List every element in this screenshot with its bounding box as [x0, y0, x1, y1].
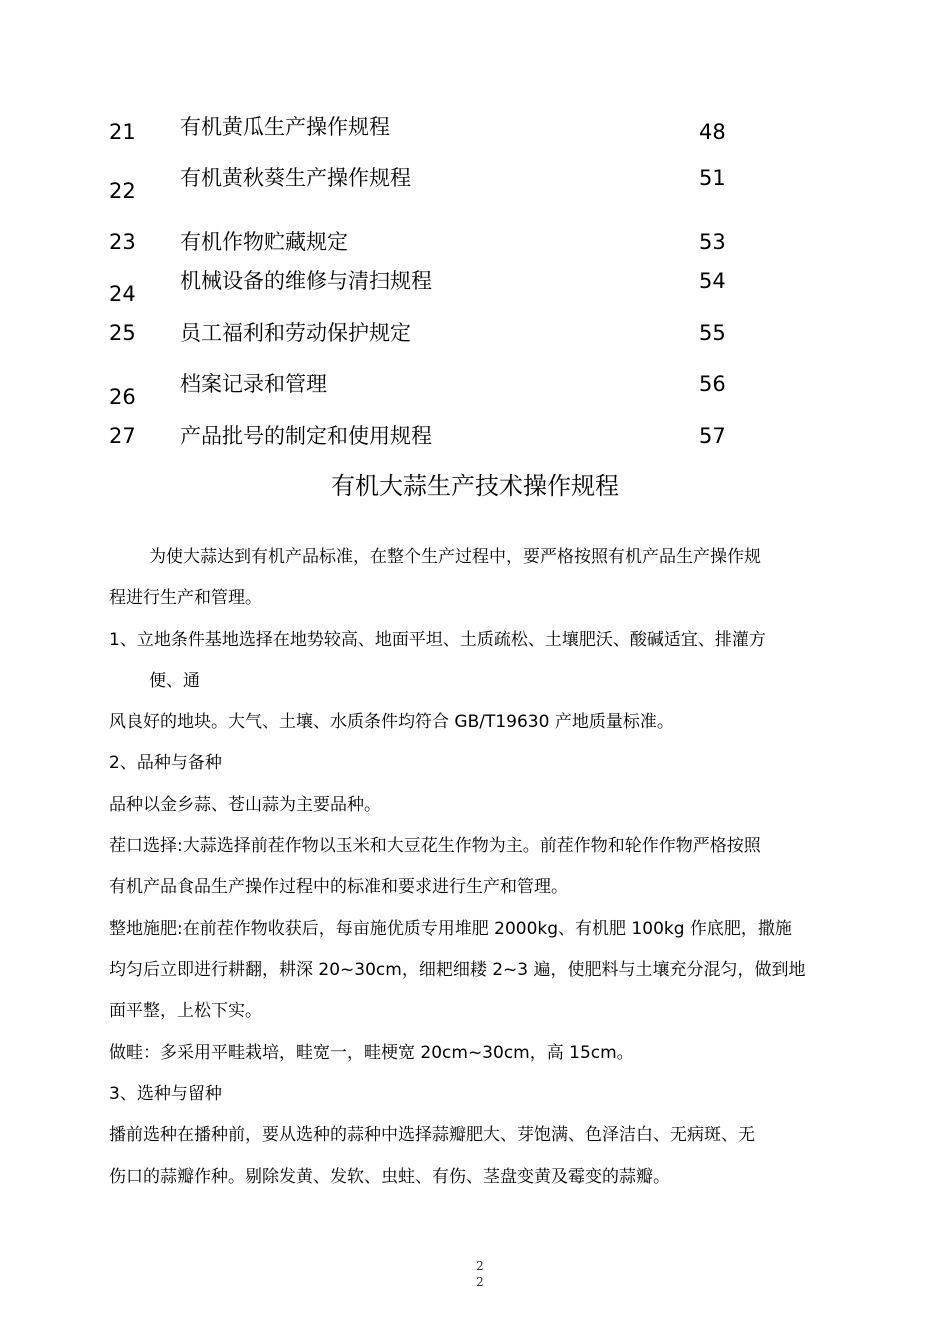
toc-page-number: 57 [699, 424, 726, 448]
toc-number: 27 [109, 424, 136, 448]
toc-number: 24 [109, 282, 136, 306]
toc-page-number: 53 [699, 230, 726, 254]
section-3-line: 播前选种在播种前，要从选种的蒜种中选择蒜瓣肥大、芽饱满、色泽洁白、无病斑、无 [109, 1125, 755, 1145]
toc-entry-title: 员工福利和劳动保护规定 [180, 321, 411, 345]
section-2-heading: 2、品种与备种 [109, 753, 222, 773]
section-2-line: 均匀后立即进行耕翻，耕深 20~30cm，细耙细耧 2~3 遍，使肥料与土壤充分混匀，做到地 [109, 960, 806, 980]
section-2-line: 品种以金乡蒜、苍山蒜为主要品种。 [109, 795, 381, 815]
toc-page-number: 51 [699, 166, 726, 190]
toc-entry-title: 有机黄秋葵生产操作规程 [180, 166, 411, 190]
section-3-heading: 3、选种与留种 [109, 1084, 222, 1104]
toc-page-number: 54 [699, 269, 726, 293]
section-1-line: 1、立地条件基地选择在地势较高、地面平坦、土质疏松、土壤肥沃、酸碱适宜、排灌方 [109, 630, 766, 650]
toc-number: 21 [109, 120, 136, 144]
section-2-line: 做畦：多采用平畦栽培，畦宽一，畦梗宽 20cm~30cm，高 15cm。 [109, 1043, 634, 1063]
intro-paragraph-line: 程进行生产和管理。 [109, 588, 262, 608]
section-1-line: 风良好的地块。大气、土壤、水质条件均符合 GB/T19630 产地质量标准。 [109, 712, 674, 732]
section-3-line: 伤口的蒜瓣作种。剔除发黄、发软、虫蛀、有伤、茎盘变黄及霉变的蒜瓣。 [109, 1167, 670, 1187]
toc-entry-title: 机械设备的维修与清扫规程 [180, 269, 432, 293]
toc-entry-title: 档案记录和管理 [180, 372, 327, 396]
section-2-line: 有机产品食品生产操作过程中的标准和要求进行生产和管理。 [109, 877, 568, 897]
toc-number: 23 [109, 230, 136, 254]
toc-page-number: 56 [699, 372, 726, 396]
toc-page-number: 48 [699, 120, 726, 144]
document-title: 有机大蒜生产技术操作规程 [331, 472, 619, 500]
section-2-line: 整地施肥:在前茬作物收获后，每亩施优质专用堆肥 2000kg、有机肥 100kg 作底肥，撒施 [109, 919, 792, 939]
section-1-line: 便、通 [149, 671, 200, 691]
toc-number: 22 [109, 179, 136, 203]
toc-entry-title: 有机作物贮藏规定 [180, 230, 348, 254]
toc-entry-title: 产品批号的制定和使用规程 [180, 424, 432, 448]
intro-paragraph-line: 为使大蒜达到有机产品标准，在整个生产过程中，要严格按照有机产品生产操作规 [149, 547, 761, 567]
page-number: 2 [476, 1259, 484, 1273]
toc-entry-title: 有机黄瓜生产操作规程 [180, 115, 390, 139]
toc-page-number: 55 [699, 321, 726, 345]
section-2-line: 茬口选择:大蒜选择前茬作物以玉米和大豆花生作物为主。前茬作物和轮作作物严格按照 [109, 836, 761, 856]
section-2-line: 面平整，上松下实。 [109, 1001, 262, 1021]
page-number: 2 [476, 1275, 484, 1289]
toc-number: 26 [109, 385, 136, 409]
toc-number: 25 [109, 321, 136, 345]
